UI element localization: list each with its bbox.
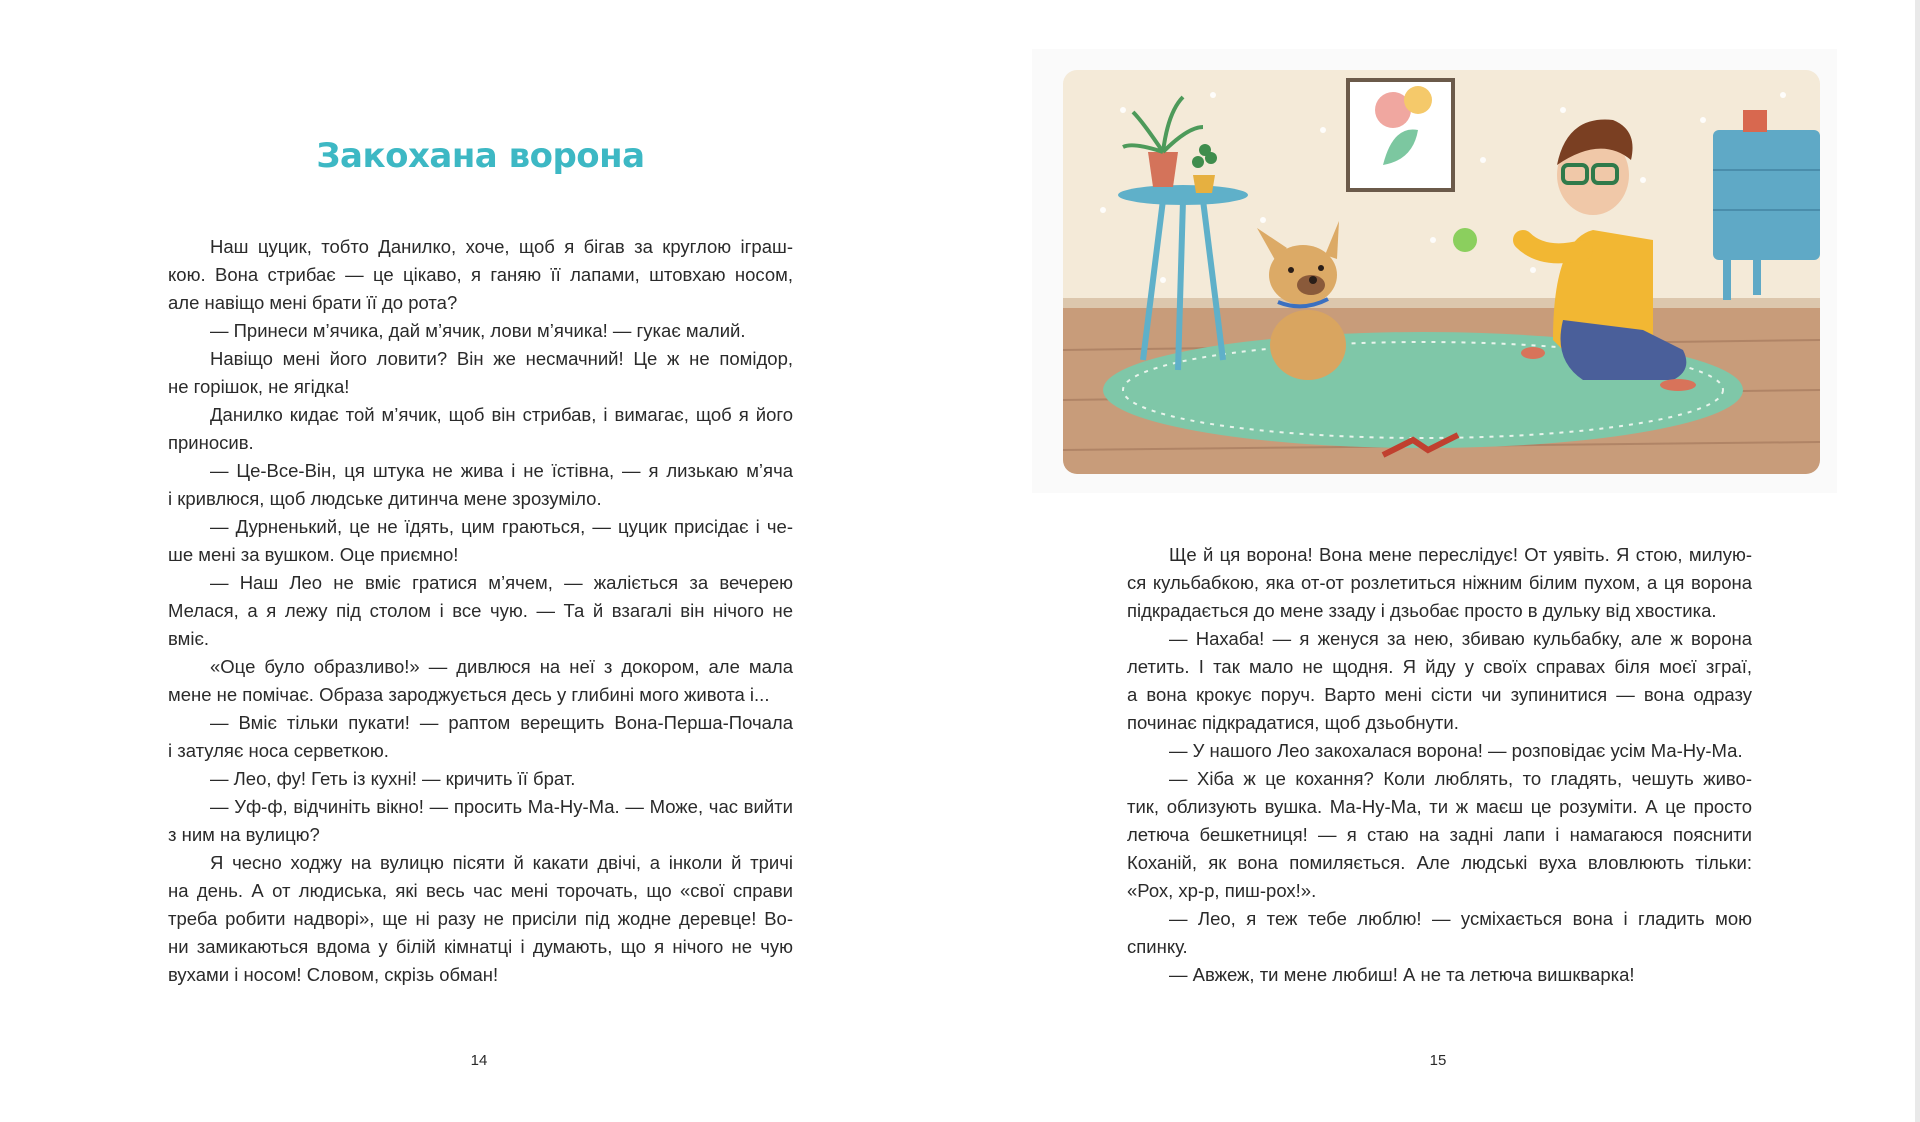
text-line: Ще й ця ворона! Вона мене переслідує! От уявіть. Я стою, милую- — [1169, 544, 1752, 565]
paragraph — [1127, 961, 1752, 989]
text-line: ше мені за вушком. Оце приємно! — [168, 544, 459, 565]
text-line: кою. Вона стрибає — це цікаво, я ганяю її лапами, штовхаю носом, — [168, 264, 793, 285]
paragraph — [168, 765, 793, 793]
text-line: і кривлюся, щоб людське дитинча мене зрозуміло. — [168, 488, 602, 509]
paragraph — [1127, 737, 1752, 765]
text-line: вухами і носом! Словом, скрізь обман! — [168, 964, 499, 985]
text-line: — Авжеж, ти мене любиш! А не та летюча вишкварка! — [1169, 964, 1635, 985]
text-line: а вона крокує поруч. Варто мені сісти чи зупинитися — вона одразу — [1127, 684, 1752, 705]
paragraph — [168, 849, 793, 989]
text-line: починає підкрадатися, щоб дзьобнути. — [1127, 712, 1459, 733]
text-line: підкрадається до мене ззаду і дзьобає просто в дульку від хвостика. — [1127, 600, 1717, 621]
text-line: — Вміє тільки пукати! — раптом верещить Вона-Перша-Почала — [210, 712, 793, 733]
text-line: приносив. — [168, 432, 254, 453]
text-line: не горішок, не ягідка! — [168, 376, 350, 397]
text-line: вміє. — [168, 628, 210, 649]
text-line: і затуляє носа серветкою. — [168, 740, 389, 761]
text-line: тик, облизують вушка. Ма-Ну-Ма, ти ж маєш це розуміти. А це просто — [1127, 796, 1752, 817]
paragraph — [168, 793, 793, 849]
text-line: ся кульбабкою, яка от-от розлетиться ніжним білим пухом, а ця ворона — [1127, 572, 1752, 593]
text-line: — Лео, я теж тебе люблю! — усміхається вона і гладить мою — [1169, 908, 1752, 929]
paragraph — [168, 513, 793, 569]
text-line: але навіщо мені брати її до рота? — [168, 292, 458, 313]
text-line: Я чесно ходжу на вулицю пісяти й какати двічі, а інколи й тричі — [210, 852, 793, 873]
paragraph — [168, 233, 793, 317]
right-page-text — [1127, 541, 1752, 989]
text-line: летить. І так мало не щодня. Я йду у своїх справах біля моєї зграї, — [1127, 656, 1752, 677]
paragraph — [168, 653, 793, 709]
page-number-right: 15 — [1429, 1052, 1447, 1069]
book-spine-edge — [1915, 0, 1920, 1122]
text-line: — Лео, фу! Геть із кухні! — кричить її брат. — [210, 768, 576, 789]
text-line: з ним на вулицю? — [168, 824, 320, 845]
text-line: — Хіба ж це кохання? Коли люблять, то гладять, чешуть живо- — [1169, 768, 1752, 789]
text-line: на день. А от людиська, які весь час мені торочать, що «свої справи — [168, 880, 793, 901]
text-line: — Принеси м’ячика, дай м’ячик, лови м’ячика! — гукає малий. — [210, 320, 746, 341]
illustration-boy-and-dog — [1063, 70, 1820, 474]
paragraph — [168, 569, 793, 653]
text-line: «Рох, хр-р, пиш-рох!». — [1127, 880, 1317, 901]
paragraph — [168, 457, 793, 513]
illustration-image — [1063, 70, 1820, 474]
text-line: — Це-Все-Він, ця штука не жива і не їстівна, — я лизькаю м’яча — [210, 460, 793, 481]
paragraph — [1127, 765, 1752, 905]
paragraph — [168, 401, 793, 457]
paragraph — [1127, 541, 1752, 625]
left-page-text — [168, 233, 793, 989]
text-line: летюча бешкетниця! — я стаю на задні лапи і намагаюся пояснити — [1127, 824, 1752, 845]
text-line: — Уф-ф, відчиніть вікно! — просить Ма-Ну-Ма. — Може, час вийти — [210, 796, 793, 817]
text-line: Коханій, як вона помиляється. Але людські вуха вловлюють тільки: — [1127, 852, 1752, 873]
text-line: — Дурненький, це не їдять, цим граються, — цуцик присідає і че- — [210, 516, 793, 537]
paragraph — [168, 317, 793, 345]
text-line: ни замикаються вдома у білій кімнатці і думають, що я нічого не чую — [168, 936, 793, 957]
paragraph — [168, 345, 793, 401]
paragraph — [1127, 905, 1752, 961]
text-line: «Оце було образливо!» — дивлюся на неї з докором, але мала — [210, 656, 793, 677]
text-line: Наш цуцик, тобто Данилко, хоче, щоб я бігав за круглою іграш- — [210, 236, 793, 257]
text-line: Навіщо мені його ловити? Він же несмачний! Це ж не помідор, — [210, 348, 793, 369]
paragraph — [1127, 625, 1752, 737]
chapter-title: Закохана ворона — [316, 136, 645, 176]
text-line: Мелася, а я лежу під столом і все чую. — Та й взагалі він нічого не — [168, 600, 793, 621]
text-line: — Наш Лео не вміє гратися м’ячем, — жаліється за вечерею — [210, 572, 793, 593]
paragraph — [168, 709, 793, 765]
text-line: мене не помічає. Образа зароджується десь у глибині мого живота і... — [168, 684, 770, 705]
text-line: — У нашого Лео закохалася ворона! — розповідає усім Ма-Ну-Ма. — [1169, 740, 1743, 761]
text-line: Данилко кидає той м’ячик, щоб він стрибав, і вимагає, щоб я його — [210, 404, 793, 425]
text-line: спинку. — [1127, 936, 1188, 957]
text-line: треба робити надворі», ще ні разу не присіли під жодне деревце! Во- — [168, 908, 793, 929]
page-number-left: 14 — [470, 1052, 488, 1069]
text-line: — Нахаба! — я женуся за нею, збиваю кульбабку, але ж ворона — [1169, 628, 1752, 649]
